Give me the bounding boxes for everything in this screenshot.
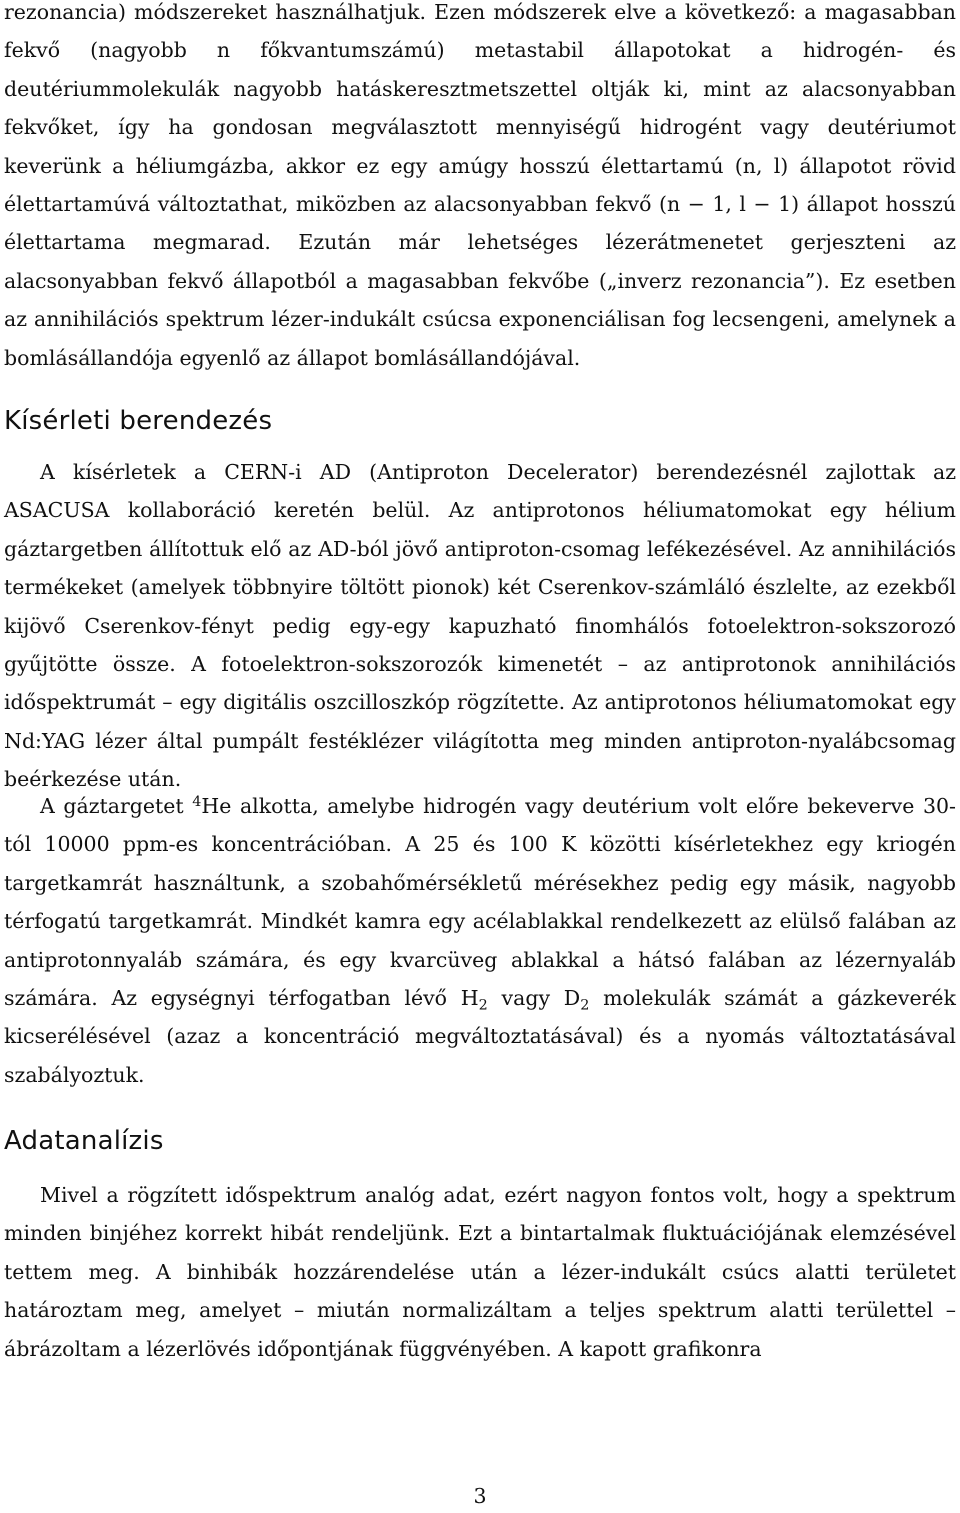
paragraph-data-analysis: Mivel a rögzített időspektrum analóg adat, ezért nagyon fontos volt, hogy a spektrum minden binjéhez korrekt hibát rendeljünk. Ezt a bintartalmak fluktuációjának elemzésével tettem meg. A binhibák hozzárendelése után a lézer-indukált csúcs alatti területet határoztam meg, amelyet – miután normalizáltam a teljes spektrum alatti területtel – ábrázoltam a lézerlövés időpontjának függvényében. A kapott grafikonra	[4, 1183, 956, 1361]
paragraph-gas-target	[4, 787, 956, 1094]
paragraph-method-principle: rezonancia) módszereket használhatjuk. Ezen módszerek elve a következő: a magasabban fekvő (nagyobb n főkvantumszámú) metastabil állapotokat a hidrogén- és deutériummolekulák nagyobb hatáskeresztmetszettel oltják ki, mint az alacsonyabban fekvőket, így ha gondosan megválasztott mennyiségű hidrogént vagy deutériumot keverünk a héliumgázba, akkor ez egy amúgy hosszú élettartamú (n, l) állapotot rövid élettartamúvá változtathat, miközben az alacsonyabban fekvő (n − 1, l − 1) állapot hosszú élettartama megmarad. Ezután már lehetséges lézerátmenetet gerjeszteni az alacsonyabban fekvő állapotból a magasabban fekvőbe („inverz rezonancia”). Ez esetben az annihilációs spektrum lézer-indukált csúcsa exponenciálisan fog lecsengeni, amelynek a bomlásállandója egyenlő az állapot bomlásállandójával.	[4, 0, 956, 370]
gas-target-text-start: A gáztargetet	[40, 794, 184, 818]
hydrogen-molecule-index: 2	[478, 997, 488, 1014]
hydrogen-molecule-symbol: H	[460, 986, 479, 1011]
section-heading-data-analysis: Adatanalízis	[4, 1126, 164, 1156]
deuterium-molecule-index: 2	[580, 997, 590, 1014]
conjunction-or: vagy	[501, 986, 551, 1011]
gas-target-text-end: molekulák számát a gázkeverék kicserélésével (azaz a koncentráció megváltoztatásával) és a nyomás változtatásával szabályoztuk.	[4, 986, 956, 1087]
isotope-mass-number: 4	[192, 793, 202, 810]
section-heading-experimental-setup: Kísérleti berendezés	[4, 406, 273, 436]
deuterium-molecule-symbol: D	[563, 986, 581, 1011]
gas-target-text-middle: alkotta, amelybe hidrogén vagy deutérium volt előre bekeverve 30-tól 10000 ppm-es koncentrációban. A 25 és 100 K közötti kísérletekhez egy kriogén targetkamrát használtunk, a szobahőmérsékletű mérésekhez pedig egy másik, nagyobb térfogatú targetkamrát. Mindkét kamra egy acélablakkal rendelkezett az elülső falában az antiprotonnyaláb számára, és egy kvarcüveg ablakkal a hátsó falában az lézernyaláb számára. Az egységnyi térfogatban lévő	[4, 794, 956, 1011]
isotope-element: He	[201, 794, 232, 818]
page-number: 3	[473, 1484, 487, 1508]
paragraph-experiment-location: A kísérletek a CERN-i AD (Antiproton Decelerator) berendezésnél zajlottak az ASACUSA kollaboráció keretén belül. Az antiprotonos héliumatomokat egy hélium gáztargetben állítottuk elő az AD-ból jövő antiproton-csomag lefékezésével. Az annihilációs termékeket (amelyek többnyire töltött pionok) két Cserenkov-számláló észlelte, az ezekből kijövő Cserenkov-fényt pedig egy-egy kapuzható finomhálós fotoelektron-sokszorozó gyűjtötte össze. A fotoelektron-sokszorozók kimenetét – az antiprotonok annihilációs időspektrumát – egy digitális oszcilloszkóp rögzítette. Az antiprotonos héliumatomokat egy Nd:YAG lézer által pumpált festéklézer világította meg minden antiproton-nyalábcsomag beérkezése után.	[4, 460, 956, 792]
